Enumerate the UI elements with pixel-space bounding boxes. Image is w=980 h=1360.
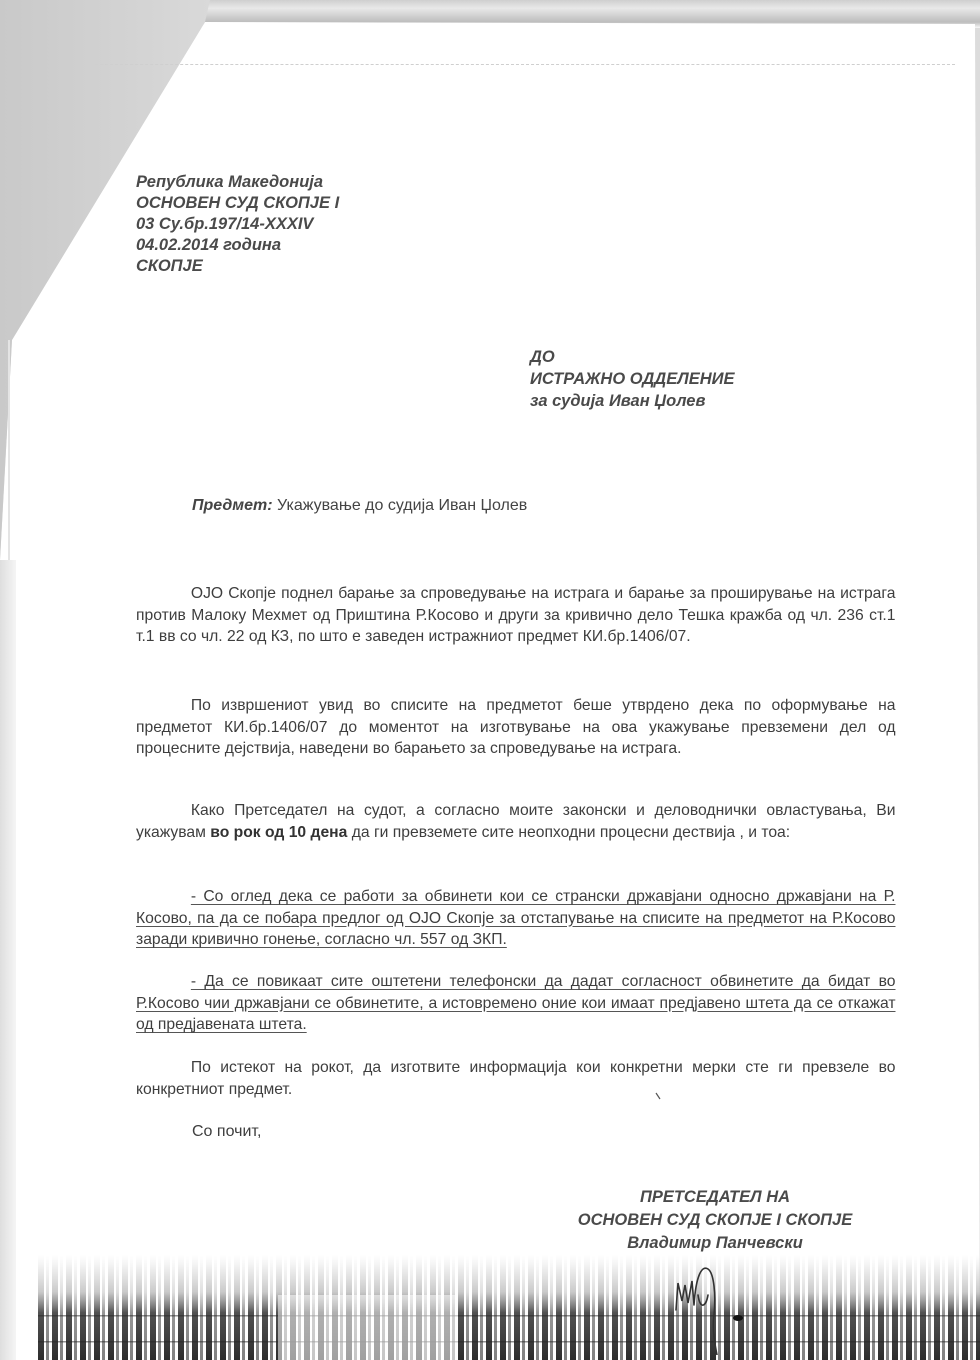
paragraph-3-text-after: да ги превземете сите неопходни процесни дествија , и тоа: <box>347 823 791 841</box>
paragraph-4-text: По истекот на рокот, да изготвите информација кои конкретни мерки сте ги превзеле во конкретниот предмет. <box>136 1059 896 1098</box>
paragraph-3-text-before: Како Претседател на судот, а согласно моите законски и деловоднички овластувања, Ви укажувам <box>136 802 896 841</box>
recipient-judge: за судија Иван Џолев <box>530 392 706 410</box>
header-date: 04.02.2014 година <box>136 236 282 254</box>
instruction-item-1-text: - Со оглед дека се работи за обвинети кои се странски државјани односно државјани на Р. Косово, па да се побара предлог од ОЈО Скопје за отстапување на списите на предметот на Р.Косово заради кривично гонење, согласно чл. 557 од ЗКП. <box>136 888 896 948</box>
header-court: ОСНОВЕН СУД СКОПЈЕ I <box>136 194 340 212</box>
recipient-block <box>530 346 735 412</box>
recipient-department: ИСТРАЖНО ОДДЕЛЕНИЕ <box>530 370 735 388</box>
instruction-item-1 <box>136 886 896 951</box>
deadline-emphasis: во рок од 10 дена <box>210 823 348 841</box>
header-city: СКОПЈЕ <box>136 257 203 275</box>
page-fold-edge <box>8 340 10 560</box>
closing-salutation: Со почит, <box>192 1123 262 1140</box>
paragraph-1-text: ОЈО Скопје поднел барање за спроведување на истрага и барање за проширување на истрага против Малоку Мехмет од Приштина Р.Косово и други за кривично дело Тешка кражба од чл. 236 ст.1 т.1 вв со чл. 22 од КЗ, по што е заведен истражниот предмет КИ.бр.1406/07. <box>136 585 896 645</box>
handwritten-signature <box>670 1255 730 1355</box>
subject-line <box>192 497 527 515</box>
subject-text: Укажување до судија Иван Џолев <box>277 497 528 514</box>
signature-block <box>555 1186 875 1255</box>
paragraph-1 <box>136 583 896 648</box>
court-header <box>136 172 339 277</box>
subject-label: Предмет: <box>192 497 273 514</box>
instruction-item-2-text: - Да се повикаат сите оштетени телефонски да дадат согласност обвинетите да бидат во Р.Косово чии државјани се обвинетите, а истовремено оние кои имаат предјавено штета да се откажат од предјавената штета. <box>136 973 896 1033</box>
header-country: Република Македонија <box>136 173 324 191</box>
paragraph-2-text: По извршениот увид во списите на предметот беше утврдено дека по оформување на предметот КИ.бр.1406/07 до моментот на изготвување на ова укажување превземени дел од процесните дејствија, наведени во барањето за спроведување на истрага. <box>136 697 896 757</box>
scan-margin-strip <box>0 560 16 1360</box>
ink-speck-icon <box>655 1092 661 1100</box>
scan-noise-pattern <box>38 1255 980 1360</box>
signature-court: ОСНОВЕН СУД СКОПЈЕ I СКОПЈЕ <box>577 1211 853 1229</box>
paragraph-4 <box>136 1057 896 1100</box>
instruction-item-2 <box>136 971 896 1036</box>
signature-name: Владимир Панчевски <box>627 1234 803 1252</box>
paragraph-3 <box>136 800 896 843</box>
paragraph-2 <box>136 695 896 760</box>
scan-artifact-line <box>95 64 955 66</box>
signature-title: ПРЕТСЕДАТЕЛ НА <box>639 1188 791 1206</box>
header-reference-number: 03 Су.бр.197/14-XXXIV <box>136 215 314 233</box>
recipient-to: ДО <box>530 348 555 366</box>
